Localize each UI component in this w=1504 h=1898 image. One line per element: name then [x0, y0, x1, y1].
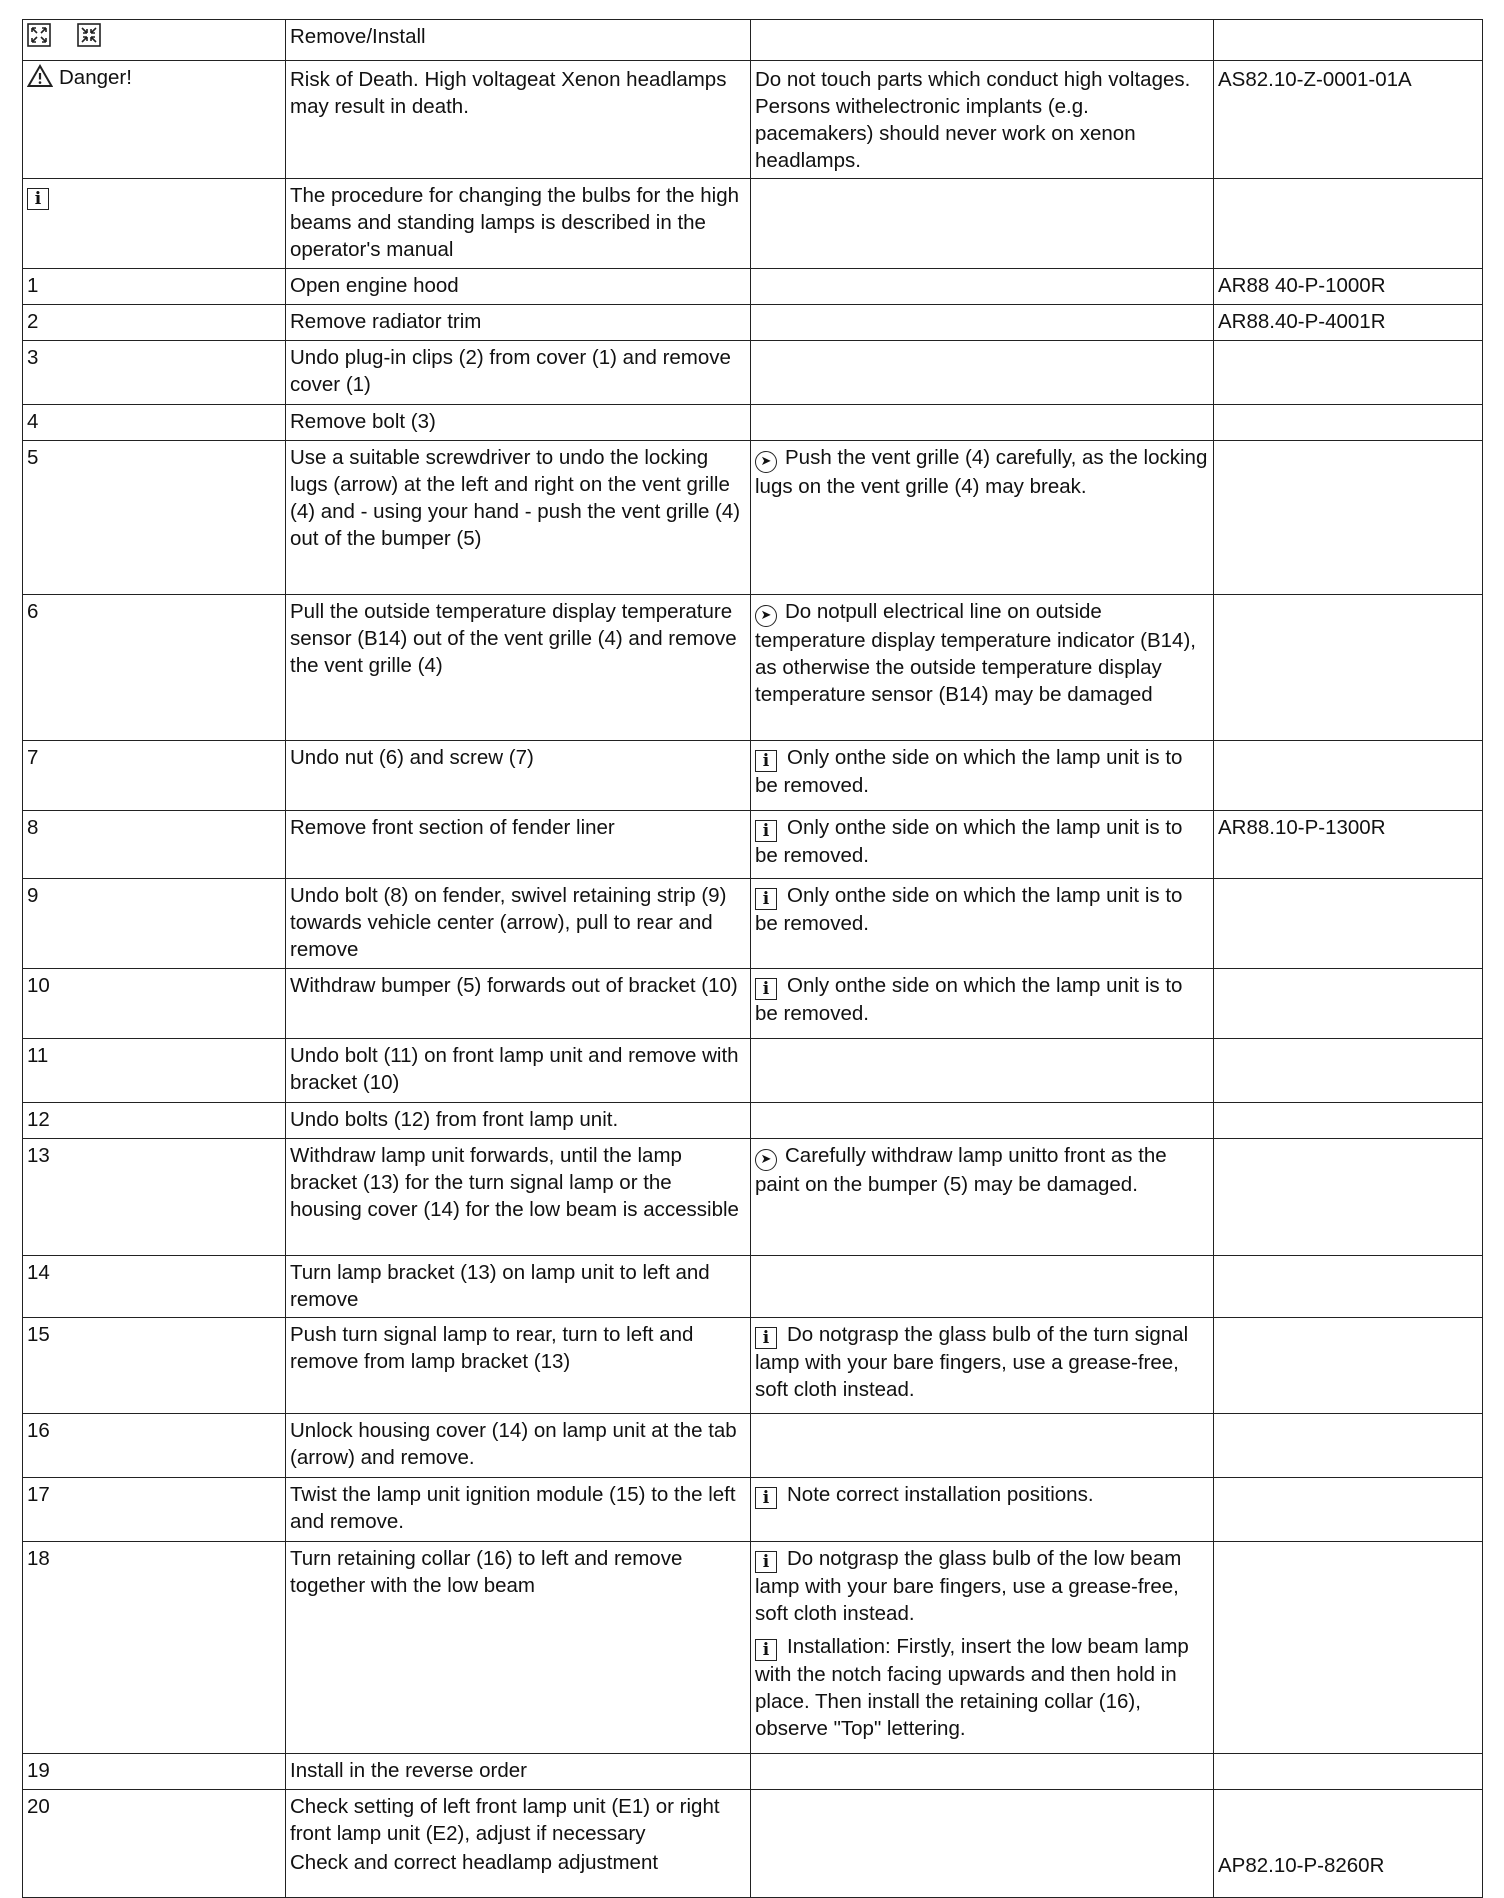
step-row-11: [23, 1039, 1483, 1103]
step-text: Pull the outside temperature display temperature sensor (B14) out of the vent grille (4) and remove the vent grille (4): [286, 595, 751, 741]
info-icon: i: [755, 750, 777, 772]
step-note-cell: [751, 741, 1214, 811]
step-note-cell: [751, 1318, 1214, 1414]
danger-ref: AS82.10-Z-0001-01A: [1214, 61, 1483, 179]
step-number: 6: [23, 595, 286, 741]
header-row: [23, 20, 1483, 61]
step-ref: [1214, 1103, 1483, 1139]
step-note: Do notpull electrical line on outside temperature display temperature indicator (B14), as otherwise the outside temperature display temperature sensor (B14) may be damaged: [755, 600, 1196, 706]
step-row-16: [23, 1414, 1483, 1478]
danger-text: Risk of Death. High voltageat Xenon headlamps may result in death.: [286, 61, 751, 179]
step-ref: AR88.10-P-1300R: [1214, 811, 1483, 879]
step-note: [751, 305, 1214, 341]
step-text-secondary: Check and correct headlamp adjustment: [290, 1851, 659, 1874]
header-label: Remove/Install: [286, 20, 751, 61]
step-ref: [1214, 595, 1483, 741]
step-row-4: [23, 405, 1483, 441]
step-note: Carefully withdraw lamp unitto front as the paint on the bumper (5) may be damaged.: [755, 1144, 1167, 1196]
step-number: 9: [23, 879, 286, 969]
step-number: 20: [23, 1790, 286, 1898]
step-ref: [1214, 741, 1483, 811]
step-number: 14: [23, 1256, 286, 1318]
danger-label-cell: [23, 61, 286, 179]
step-row-9: [23, 879, 1483, 969]
step-row-19: [23, 1754, 1483, 1790]
step-ref-cell: [1214, 1790, 1483, 1898]
info-text: The procedure for changing the bulbs for the high beams and standing lamps is described in the operator's manual: [286, 179, 751, 269]
danger-note: Do not touch parts which conduct high voltages. Persons withelectronic implants (e.g. pacemakers) should never work on xenon headlamps.: [751, 61, 1214, 179]
step-text: Install in the reverse order: [286, 1754, 751, 1790]
step-row-8: [23, 811, 1483, 879]
step-text: Turn lamp bracket (13) on lamp unit to left and remove: [286, 1256, 751, 1318]
info-empty-ref: [1214, 179, 1483, 269]
step-note-cell: [751, 879, 1214, 969]
info-empty-note: [751, 179, 1214, 269]
step-text: Withdraw lamp unit forwards, until the lamp bracket (13) for the turn signal lamp or the housing cover (14) for the low beam is accessible: [286, 1139, 751, 1256]
procedure-table: [22, 19, 1483, 1898]
step-text: Undo bolts (12) from front lamp unit.: [286, 1103, 751, 1139]
step-note-cell: [751, 595, 1214, 741]
step-number: 16: [23, 1414, 286, 1478]
step-note-cell: [751, 811, 1214, 879]
step-number: 7: [23, 741, 286, 811]
step-note: [751, 1414, 1214, 1478]
step-number: 5: [23, 441, 286, 595]
step-note: [751, 341, 1214, 405]
step-note-cell: [751, 969, 1214, 1039]
info-icon: i: [755, 888, 777, 910]
step-text: Turn retaining collar (16) to left and remove together with the low beam: [286, 1542, 751, 1754]
step-number: 19: [23, 1754, 286, 1790]
step-ref: [1214, 1414, 1483, 1478]
step-ref: [1214, 1256, 1483, 1318]
step-number: 1: [23, 269, 286, 305]
step-note: [751, 1754, 1214, 1790]
step-ref: AR88.40-P-4001R: [1214, 305, 1483, 341]
step-ref: [1214, 879, 1483, 969]
step-number: 4: [23, 405, 286, 441]
info-icon: i: [755, 1327, 777, 1349]
step-text: Undo bolt (11) on front lamp unit and remove with bracket (10): [286, 1039, 751, 1103]
step-text: Twist the lamp unit ignition module (15) to the left and remove.: [286, 1478, 751, 1542]
step-number: 13: [23, 1139, 286, 1256]
step-text: Undo bolt (8) on fender, swivel retaining strip (9) towards vehicle center (arrow), pull to rear and remove: [286, 879, 751, 969]
step-text: Push turn signal lamp to rear, turn to left and remove from lamp bracket (13): [286, 1318, 751, 1414]
step-ref: [1214, 1318, 1483, 1414]
step-number: 17: [23, 1478, 286, 1542]
step-number: 3: [23, 341, 286, 405]
step-row-10: [23, 969, 1483, 1039]
caution-icon: ➤: [755, 1149, 777, 1171]
step-note: [751, 1256, 1214, 1318]
step-row-13: [23, 1139, 1483, 1256]
step-text: Use a suitable screwdriver to undo the locking lugs (arrow) at the left and right on the vent grille (4) and - using your hand - push the vent grille (4) out of the bumper (5): [286, 441, 751, 595]
step-note: [751, 1103, 1214, 1139]
info-icon: i: [755, 978, 777, 1000]
step-number: 18: [23, 1542, 286, 1754]
info-icon: i: [755, 820, 777, 842]
step-number: 2: [23, 305, 286, 341]
step-note-cell: [751, 441, 1214, 595]
step-ref: [1214, 1754, 1483, 1790]
step-text: Remove bolt (3): [286, 405, 751, 441]
step-number: 12: [23, 1103, 286, 1139]
step-row-15: [23, 1318, 1483, 1414]
step-note: Do notgrasp the glass bulb of the low beam lamp with your bare fingers, use a grease-free, soft cloth instead.: [755, 1547, 1182, 1625]
step-text: Unlock housing cover (14) on lamp unit at the tab (arrow) and remove.: [286, 1414, 751, 1478]
step-note: Only onthe side on which the lamp unit is to be removed.: [755, 816, 1183, 867]
step-number: 11: [23, 1039, 286, 1103]
step-note: Do notgrasp the glass bulb of the turn signal lamp with your bare fingers, use a grease-free, soft cloth instead.: [755, 1323, 1189, 1401]
remove-image-icon: [27, 23, 51, 47]
caution-icon: ➤: [755, 605, 777, 627]
step-text: Undo plug-in clips (2) from cover (1) and remove cover (1): [286, 341, 751, 405]
step-note: [751, 1790, 1214, 1898]
step-text: Open engine hood: [286, 269, 751, 305]
step-ref: [1214, 969, 1483, 1039]
step-note-installation: Installation: Firstly, insert the low beam lamp with the notch facing upwards and then hold in place. Then install the retaining collar (16), observe "Top" lettering.: [755, 1635, 1189, 1740]
step-note: [751, 1039, 1214, 1103]
header-empty-ref: [1214, 20, 1483, 61]
step-text: Remove front section of fender liner: [286, 811, 751, 879]
step-row-1: [23, 269, 1483, 305]
step-note-cell: [751, 1478, 1214, 1542]
step-row-5: [23, 441, 1483, 595]
info-icon: i: [755, 1487, 777, 1509]
caution-icon: ➤: [755, 451, 777, 473]
step-text: Withdraw bumper (5) forwards out of bracket (10): [286, 969, 751, 1039]
header-empty-note: [751, 20, 1214, 61]
step-text: Check setting of left front lamp unit (E1) or right front lamp unit (E2), adjust if necessary: [290, 1795, 720, 1845]
step-row-3: [23, 341, 1483, 405]
step-row-17: [23, 1478, 1483, 1542]
step-ref: [1214, 341, 1483, 405]
step-note: Push the vent grille (4) carefully, as the locking lugs on the vent grille (4) may break.: [755, 446, 1208, 498]
step-note: Note correct installation positions.: [787, 1483, 1094, 1506]
step-note: Only onthe side on which the lamp unit is to be removed.: [755, 974, 1183, 1025]
info-icon: i: [755, 1639, 777, 1661]
step-row-2: [23, 305, 1483, 341]
step-number: 15: [23, 1318, 286, 1414]
danger-row: [23, 61, 1483, 179]
step-ref: [1214, 1542, 1483, 1754]
info-row: [23, 179, 1483, 269]
step-row-20: [23, 1790, 1483, 1898]
step-note: Only onthe side on which the lamp unit is to be removed.: [755, 884, 1183, 935]
step-row-6: [23, 595, 1483, 741]
step-ref: AP82.10-P-8260R: [1218, 1854, 1385, 1877]
step-ref: [1214, 1478, 1483, 1542]
danger-label: Danger!: [59, 66, 132, 89]
info-icon-cell: [23, 179, 286, 269]
step-text: Remove radiator trim: [286, 305, 751, 341]
warning-triangle-icon: [27, 64, 53, 88]
step-row-12: [23, 1103, 1483, 1139]
info-icon: i: [27, 188, 49, 210]
install-image-icon: [77, 23, 101, 47]
step-row-18: [23, 1542, 1483, 1754]
step-note: [751, 405, 1214, 441]
step-text-cell: [286, 1790, 751, 1898]
step-row-14: [23, 1256, 1483, 1318]
step-ref: [1214, 1139, 1483, 1256]
step-number: 8: [23, 811, 286, 879]
step-ref: AR88 40-P-1000R: [1214, 269, 1483, 305]
step-text: Undo nut (6) and screw (7): [286, 741, 751, 811]
step-note-cell: [751, 1139, 1214, 1256]
step-note: [751, 269, 1214, 305]
step-note-cell: [751, 1542, 1214, 1754]
step-row-7: [23, 741, 1483, 811]
step-ref: [1214, 405, 1483, 441]
info-icon: i: [755, 1551, 777, 1573]
header-icons-cell: [23, 20, 286, 61]
step-ref: [1214, 1039, 1483, 1103]
step-note: Only onthe side on which the lamp unit is to be removed.: [755, 746, 1183, 797]
step-ref: [1214, 441, 1483, 595]
step-number: 10: [23, 969, 286, 1039]
